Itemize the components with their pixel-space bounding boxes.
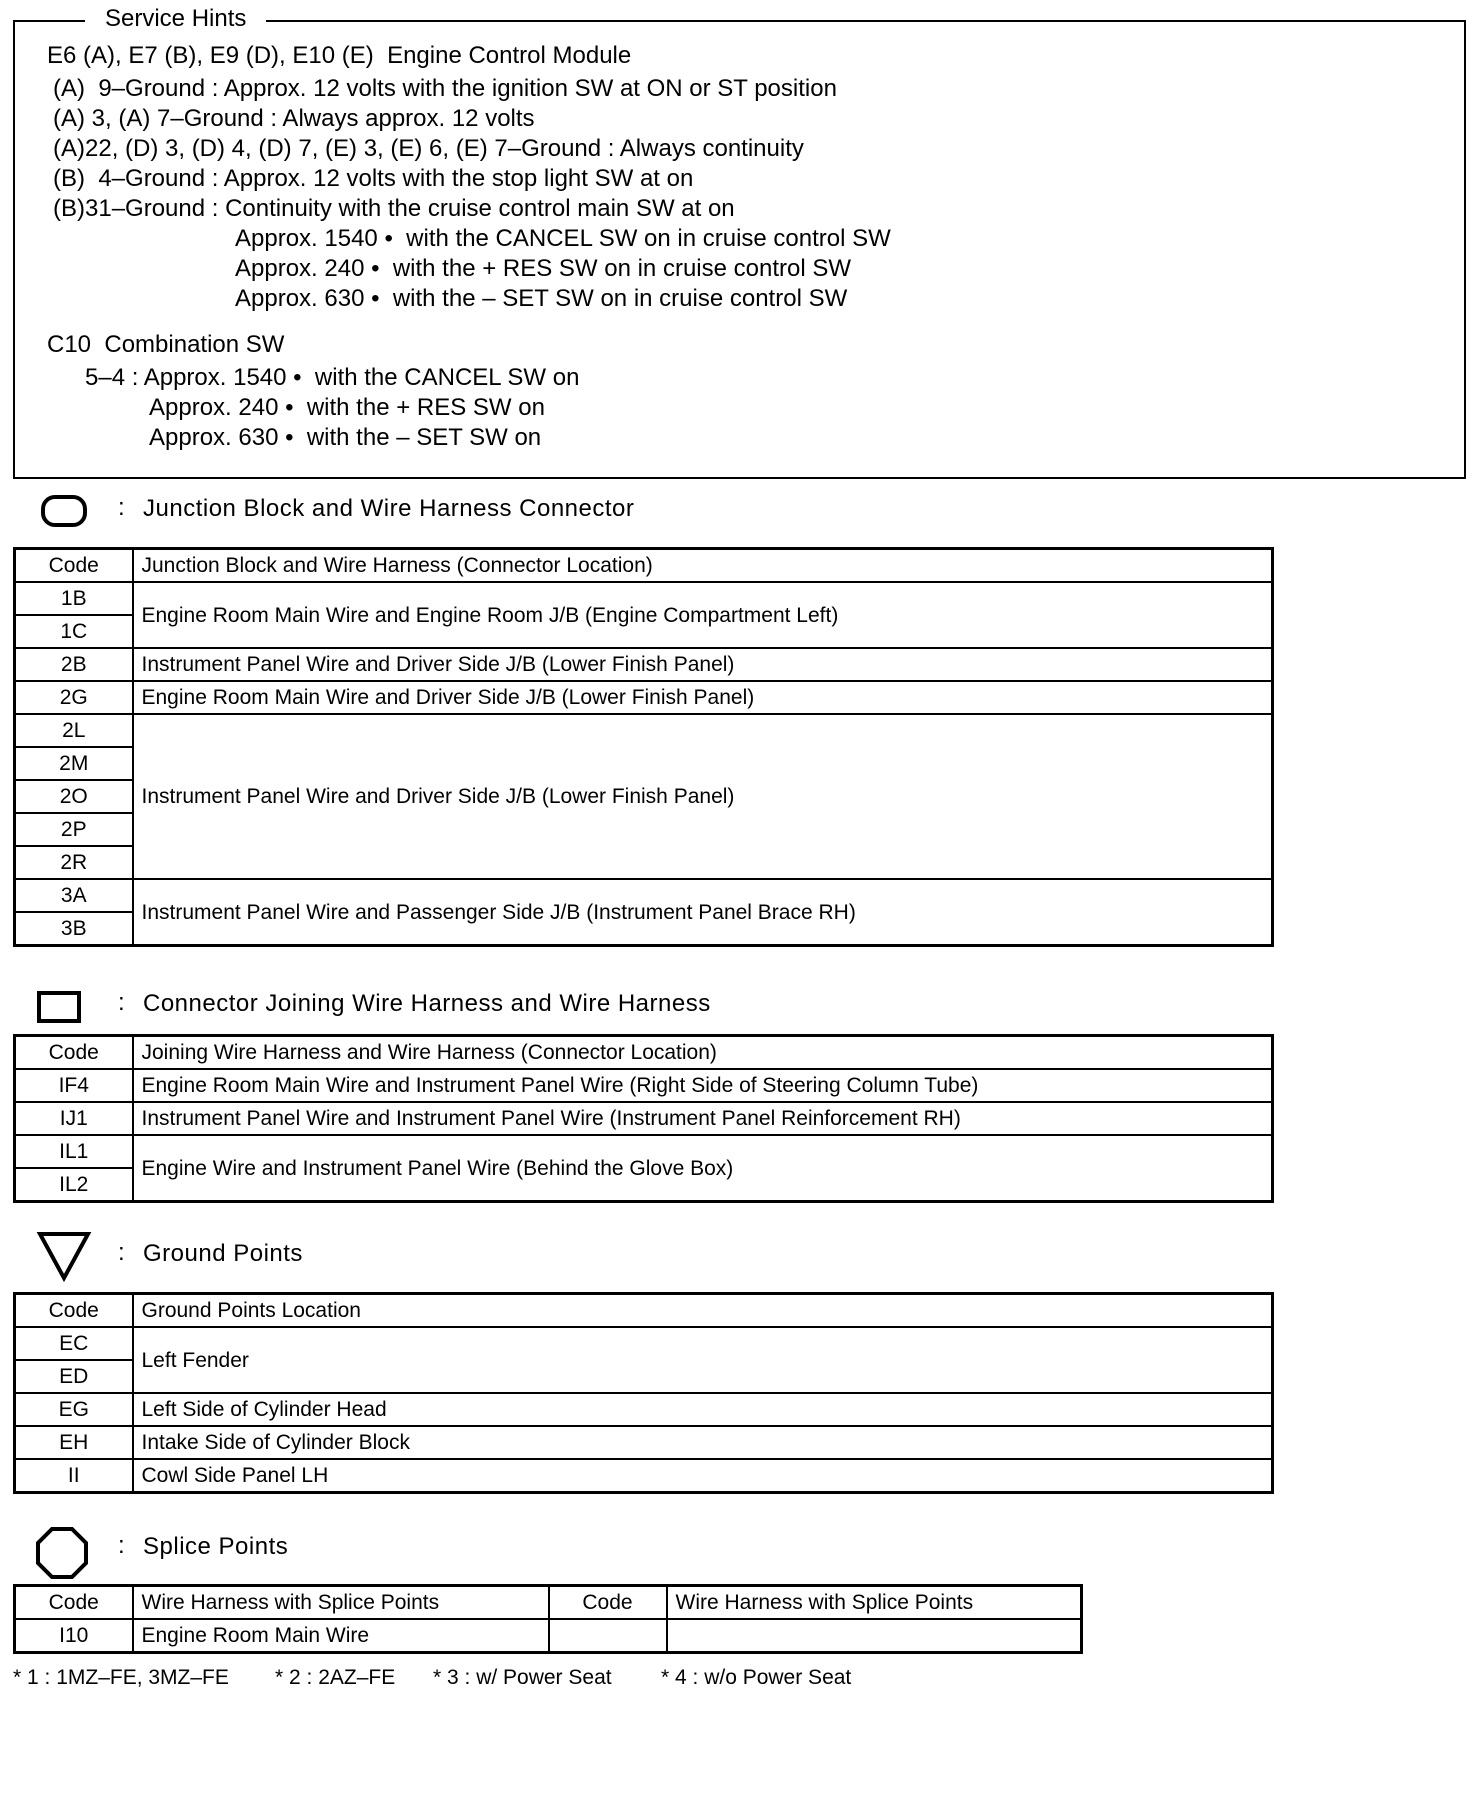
- combination-sw-title: C10 Combination SW: [47, 331, 285, 358]
- colon: :: [118, 1239, 125, 1266]
- code-cell: [549, 1619, 667, 1653]
- table-row: [15, 1426, 1273, 1459]
- code-cell: 2P: [15, 813, 133, 846]
- table-row: [15, 1619, 1082, 1653]
- code-cell: EH: [15, 1426, 133, 1459]
- location-cell: Engine Room Main Wire and Engine Room J/B (Engine Compartment Left): [133, 582, 1273, 648]
- code-cell: 1B: [15, 582, 133, 615]
- location-cell: Instrument Panel Wire and Driver Side J/B (Lower Finish Panel): [133, 648, 1273, 681]
- code-cell: II: [15, 1459, 133, 1493]
- code-cell: IF4: [15, 1069, 133, 1102]
- ecm-title: E6 (A), E7 (B), E9 (D), E10 (E) Engine Control Module: [47, 42, 632, 69]
- code-cell: IL1: [15, 1135, 133, 1168]
- code-cell: 1C: [15, 615, 133, 648]
- triangle-down-icon: [36, 1230, 92, 1282]
- combination-sw-line: Approx. 240 • with the + RES SW on: [149, 394, 545, 421]
- location-cell: Engine Room Main Wire and Instrument Panel Wire (Right Side of Steering Column Tube): [133, 1069, 1273, 1102]
- header-location: Joining Wire Harness and Wire Harness (Connector Location): [133, 1036, 1273, 1070]
- splice-section-title: Splice Points: [143, 1533, 289, 1560]
- header-location: Junction Block and Wire Harness (Connector Location): [133, 549, 1273, 583]
- ecm-hint-line: (A) 3, (A) 7–Ground : Always approx. 12 volts: [53, 105, 535, 132]
- table-header-row: [15, 1586, 1082, 1620]
- service-hints-title: Service Hints: [85, 4, 266, 34]
- code-cell: 2R: [15, 846, 133, 879]
- octagon-icon: [34, 1525, 90, 1581]
- code-cell: ED: [15, 1360, 133, 1393]
- connector-table: [13, 1034, 1274, 1203]
- splice-table: [13, 1584, 1083, 1654]
- table-row: [15, 714, 1273, 747]
- colon: :: [118, 494, 125, 521]
- header-wire-harness: Wire Harness with Splice Points: [667, 1586, 1082, 1620]
- code-cell: 2O: [15, 780, 133, 813]
- table-row: [15, 582, 1273, 615]
- ecm-hint-line: Approx. 1540 • with the CANCEL SW on in cruise control SW: [235, 225, 891, 252]
- rounded-rect-icon: [40, 494, 88, 528]
- header-code: Code: [15, 549, 133, 583]
- wire-harness-cell: Engine Room Main Wire: [133, 1619, 549, 1653]
- code-cell: I10: [15, 1619, 133, 1653]
- code-cell: EC: [15, 1327, 133, 1360]
- location-cell: Instrument Panel Wire and Instrument Panel Wire (Instrument Panel Reinforcement RH): [133, 1102, 1273, 1135]
- code-cell: EG: [15, 1393, 133, 1426]
- code-cell: 3B: [15, 912, 133, 946]
- ecm-hint-line: (A)22, (D) 3, (D) 4, (D) 7, (E) 3, (E) 6, (E) 7–Ground : Always continuity: [53, 135, 804, 162]
- ground-section-title: Ground Points: [143, 1240, 303, 1267]
- code-cell: 3A: [15, 879, 133, 912]
- rectangle-icon: [36, 990, 84, 1026]
- table-row: [15, 879, 1273, 912]
- header-wire-harness: Wire Harness with Splice Points: [133, 1586, 549, 1620]
- location-cell: Left Fender: [133, 1327, 1273, 1393]
- combination-sw-line: 5–4 : Approx. 1540 • with the CANCEL SW on: [85, 364, 580, 391]
- ground-table: [13, 1292, 1274, 1494]
- colon: :: [118, 989, 125, 1016]
- location-cell: Engine Wire and Instrument Panel Wire (Behind the Glove Box): [133, 1135, 1273, 1202]
- table-row: [15, 648, 1273, 681]
- ecm-hint-line: (A) 9–Ground : Approx. 12 volts with the ignition SW at ON or ST position: [53, 75, 837, 102]
- footnote: * 3 : w/ Power Seat: [433, 1666, 612, 1689]
- ecm-hint-line: Approx. 630 • with the – SET SW on in cruise control SW: [235, 285, 848, 312]
- header-code: Code: [15, 1586, 133, 1620]
- combination-sw-line: Approx. 630 • with the – SET SW on: [149, 424, 542, 451]
- location-cell: Intake Side of Cylinder Block: [133, 1426, 1273, 1459]
- footnote: * 2 : 2AZ–FE: [275, 1666, 396, 1689]
- table-header-row: [15, 1294, 1273, 1328]
- table-row: [15, 1459, 1273, 1493]
- location-cell: Instrument Panel Wire and Driver Side J/B (Lower Finish Panel): [133, 714, 1273, 879]
- code-cell: 2G: [15, 681, 133, 714]
- code-cell: 2L: [15, 714, 133, 747]
- footnote: * 4 : w/o Power Seat: [661, 1666, 852, 1689]
- header-code: Code: [15, 1294, 133, 1328]
- code-cell: IJ1: [15, 1102, 133, 1135]
- location-cell: Left Side of Cylinder Head: [133, 1393, 1273, 1426]
- table-header-row: [15, 549, 1273, 583]
- code-cell: 2B: [15, 648, 133, 681]
- colon: :: [118, 1532, 125, 1559]
- header-location: Ground Points Location: [133, 1294, 1273, 1328]
- location-cell: Cowl Side Panel LH: [133, 1459, 1273, 1493]
- code-cell: IL2: [15, 1168, 133, 1202]
- table-row: [15, 1327, 1273, 1360]
- table-row: [15, 1069, 1273, 1102]
- header-code: Code: [15, 1036, 133, 1070]
- table-row: [15, 1135, 1273, 1168]
- location-cell: Instrument Panel Wire and Passenger Side J/B (Instrument Panel Brace RH): [133, 879, 1273, 946]
- table-row: [15, 1393, 1273, 1426]
- table-header-row: [15, 1036, 1273, 1070]
- footnotes: [13, 1664, 852, 1804]
- header-code: Code: [549, 1586, 667, 1620]
- location-cell: Engine Room Main Wire and Driver Side J/B (Lower Finish Panel): [133, 681, 1273, 714]
- junction-section-title: Junction Block and Wire Harness Connector: [143, 495, 635, 522]
- footnote: * 1 : 1MZ–FE, 3MZ–FE: [13, 1666, 229, 1689]
- junction-table: [13, 547, 1274, 947]
- table-row: [15, 681, 1273, 714]
- code-cell: 2M: [15, 747, 133, 780]
- ecm-hint-line: (B) 4–Ground : Approx. 12 volts with the stop light SW at on: [53, 165, 694, 192]
- wire-harness-cell: [667, 1619, 1082, 1653]
- ecm-hint-line: Approx. 240 • with the + RES SW on in cruise control SW: [235, 255, 851, 282]
- table-row: [15, 1102, 1273, 1135]
- connector-section-title: Connector Joining Wire Harness and Wire Harness: [143, 990, 711, 1017]
- ecm-hint-line: (B)31–Ground : Continuity with the cruise control main SW at on: [53, 195, 735, 222]
